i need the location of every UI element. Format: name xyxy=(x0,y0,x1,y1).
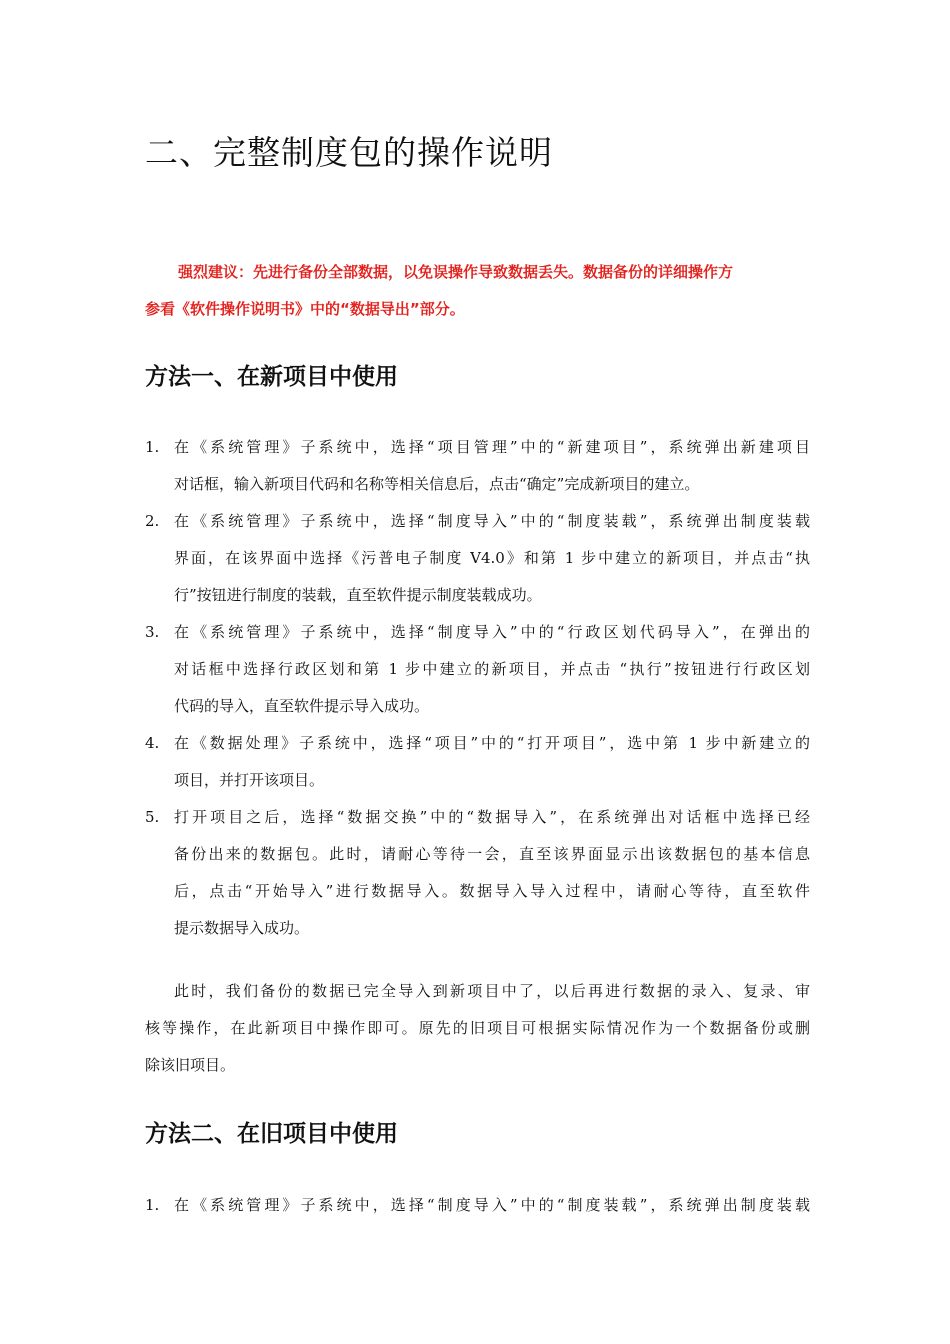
step-line: 提示数据导入成功。 xyxy=(174,919,310,937)
warning-line: 参看《软件操作说明书》中的“数据导出”部分。 xyxy=(145,300,465,318)
method1-summary xyxy=(145,973,810,1084)
step-line: 在《数据处理》子系统中，选择“项目”中的“打开项目”，选中第 1 步中新建立的 xyxy=(174,734,810,752)
method1-heading: 方法一、在新项目中使用 xyxy=(145,364,398,390)
summary-line: 核等操作，在此新项目中操作即可。原先的旧项目可根据实际情况作为一个数据备份或删 xyxy=(145,1019,810,1037)
step-line: 代码的导入，直至软件提示导入成功。 xyxy=(174,697,430,715)
step-line: 行”按钮进行制度的装载，直至软件提示制度装载成功。 xyxy=(174,586,542,604)
step-line: 在《系统管理》子系统中，选择“制度导入”中的“制度装载”，系统弹出制度装载 xyxy=(174,512,810,530)
step-line: 在《系统管理》子系统中，选择“制度导入”中的“制度装载”，系统弹出制度装载 xyxy=(174,1196,810,1214)
list-item xyxy=(145,429,810,503)
step-number: 1. xyxy=(145,1196,160,1214)
step-line: 后，点击“开始导入”进行数据导入。数据导入导入过程中，请耐心等待，直至软件 xyxy=(174,882,810,900)
backup-warning xyxy=(145,254,810,328)
list-item xyxy=(145,725,810,799)
method1-steps xyxy=(145,429,810,947)
step-number: 1. xyxy=(145,438,160,456)
method2-steps xyxy=(145,1187,810,1224)
summary-line: 此时，我们备份的数据已完全导入到新项目中了，以后再进行数据的录入、复录、审 xyxy=(174,982,810,1000)
page-title: 二、完整制度包的操作说明 xyxy=(145,133,553,172)
list-item xyxy=(145,503,810,614)
warning-line: 强烈建议：先进行备份全部数据，以免误操作导致数据丢失。数据备份的详细操作方 xyxy=(178,263,734,281)
list-item xyxy=(145,614,810,725)
summary-line: 除该旧项目。 xyxy=(145,1056,236,1074)
step-number: 4. xyxy=(145,734,160,752)
step-line: 备份出来的数据包。此时，请耐心等待一会，直至该界面显示出该数据包的基本信息 xyxy=(174,845,810,863)
step-line: 项目，并打开该项目。 xyxy=(174,771,325,789)
step-line: 对话框，输入新项目代码和名称等相关信息后，点击“确定”完成新项目的建立。 xyxy=(174,475,700,493)
step-line: 打开项目之后，选择“数据交换”中的“数据导入”，在系统弹出对话框中选择已经 xyxy=(174,808,810,826)
step-line: 在《系统管理》子系统中，选择“制度导入”中的“行政区划代码导入”，在弹出的 xyxy=(174,623,810,641)
step-line: 界面，在该界面中选择《污普电子制度 V4.0》和第 1 步中建立的新项目，并点击“执 xyxy=(174,549,810,567)
method2-heading: 方法二、在旧项目中使用 xyxy=(145,1121,398,1147)
step-number: 2. xyxy=(145,512,160,530)
list-item xyxy=(145,1187,810,1224)
step-line: 在《系统管理》子系统中，选择“项目管理”中的“新建项目”，系统弹出新建项目 xyxy=(174,438,810,456)
step-number: 3. xyxy=(145,623,160,641)
step-line: 对话框中选择行政区划和第 1 步中建立的新项目，并点击 “执行”按钮进行行政区划 xyxy=(174,660,810,678)
list-item xyxy=(145,799,810,947)
step-number: 5. xyxy=(145,808,160,826)
